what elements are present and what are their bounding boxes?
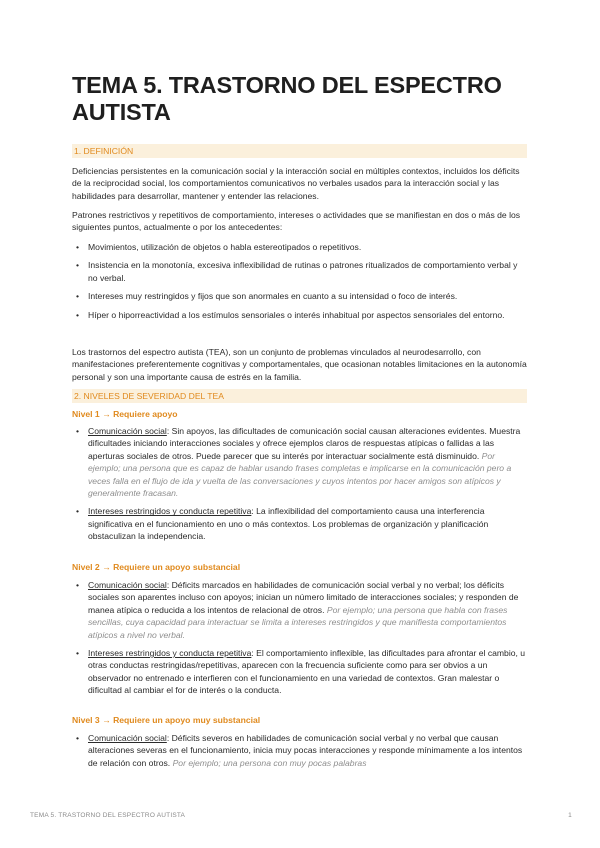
page-title: TEMA 5. TRASTORNO DEL ESPECTRO AUTISTA bbox=[72, 72, 502, 125]
list-item-text: : La inflexibilidad del comportamiento causa una interferencia significativa en el funcionamiento en uno o más contextos. Los problemas de organización y planificación obstaculizan la independencia. bbox=[88, 506, 489, 542]
list-item bbox=[72, 290, 527, 302]
paragraph-patrones: Patrones restrictivos y repetitivos de comportamiento, intereses o actividades que se manifiestan en dos o más de los siguientes puntos, actualmente o por los antecedentes: bbox=[72, 210, 521, 233]
list-item bbox=[72, 259, 527, 284]
list-item bbox=[72, 505, 527, 542]
bullet-icon: • bbox=[76, 260, 80, 271]
list-item bbox=[72, 309, 527, 321]
bullet-icon: • bbox=[76, 309, 80, 320]
bullet-list-level-2 bbox=[72, 579, 527, 697]
paragraph-tea: Los trastornos del espectro autista (TEA), son un conjunto de problemas vinculados al neurodesarrollo, con manifestaciones preferentemente cognitivas y comportamentales, que ocasionan notables limitaciones en la autonomía personal y son una importante causa de estrés en la familia. bbox=[72, 347, 527, 382]
example-text: Por ejemplo; una persona que habla con frases sencillas, cuya capacidad para interactuar se limita a intereses restringidos y que manifiesta comportamientos atípicos a nivel no verbal. bbox=[88, 604, 508, 640]
list-item-text: Intereses muy restringidos y fijos que son anormales en cuanto a su intensidad o foco de interés. bbox=[88, 291, 458, 302]
footer-title: TEMA 5. TRASTORNO DEL ESPECTRO AUTISTA bbox=[30, 812, 186, 819]
list-item-text: : Déficits marcados en habilidades de comunicación social verbal y no verbal; los déficits sociales son aparentes incluso con apoyos; inician un número limitado de interacciones sociales; y responden de manea atípica o reducida a los intentos de relacional de otros. bbox=[88, 580, 519, 615]
list-item bbox=[72, 425, 527, 499]
footer-page-number: 1 bbox=[568, 812, 572, 819]
section-heading-niveles: 2. NIVELES DE SEVERIDAD DEL TEA bbox=[72, 389, 527, 403]
term-comunicacion-social: Comunicación social bbox=[88, 426, 167, 436]
list-item-text: : El comportamiento inflexible, las dificultades para afrontar el cambio, u otras conductas restringidas/repetitivas, aparecen con la frecuencia suficiente como para ser obvios a un observador no entrenado e interfieren con el funcionamiento en una variedad de contextos. Gran malestar o dificultad al cambiar el for de interés o la conducta. bbox=[88, 648, 526, 696]
bullet-icon: • bbox=[76, 580, 80, 590]
bullet-icon: • bbox=[76, 733, 80, 743]
list-item bbox=[72, 579, 527, 641]
list-item bbox=[72, 647, 527, 697]
list-item-text: : Déficits severos en habilidades de comunicación social verbal y no verbal que causan alteraciones severas en el funcionamiento, inicia muy pocas interacciones y responde mínimamente a los intentos de relación con otros. bbox=[88, 733, 523, 768]
term-comunicacion-social: Comunicación social bbox=[88, 733, 167, 743]
term-intereses-restringidos: Intereses restringidos y conducta repetitiva bbox=[88, 648, 252, 659]
bullet-list-level-1 bbox=[72, 425, 527, 543]
list-item bbox=[72, 732, 527, 769]
bullet-icon: • bbox=[76, 506, 80, 517]
bullet-icon: • bbox=[76, 648, 80, 659]
level-2-title: Nivel 2 → Requiere un apoyo substancial bbox=[72, 562, 241, 572]
bullet-icon: • bbox=[76, 291, 80, 302]
example-text: Por ejemplo; una persona que es capaz de hablar usando frases completas e implicarse en la comunicación pero a veces falla en el flujo de ida y vuelta de las conversaciones y cuyos intentos por hacer amigos son atípicos y generalmente fracasan. bbox=[88, 450, 512, 499]
level-3-title: Nivel 3 → Requiere un apoyo muy substancial bbox=[72, 715, 261, 725]
example-text: Por ejemplo; una persona con muy pocas palabras bbox=[172, 757, 367, 768]
list-item-text: Movimientos, utilización de objetos o habla estereotipados o repetitivos. bbox=[88, 242, 362, 252]
list-item-text: Híper o hiporreactividad a los estímulos sensoriales o interés inhabitual por aspectos sensoriales del entorno. bbox=[88, 309, 505, 320]
paragraph-deficiencias: Deficiencias persistentes en la comunicación social y la interacción social en múltiples contextos, incluidos los déficits de la reciprocidad social, los comportamientos comunicativos no verbales usados para la interacción social y las habilidades para desarrollar, mantener y entender las relaciones. bbox=[72, 166, 520, 201]
bullet-icon: • bbox=[76, 242, 80, 252]
list-item-text: Insistencia en la monotonía, excesiva inflexibilidad de rutinas o patrones ritualizados de comportamiento verbal y no verbal. bbox=[88, 260, 518, 283]
bullet-list-level-3 bbox=[72, 732, 527, 769]
term-intereses-restringidos: Intereses restringidos y conducta repetitiva bbox=[88, 506, 252, 517]
list-item-text: : Sin apoyos, las dificultades de comunicación social causan alteraciones evidentes. Muestra dificultades iniciando interacciones sociales y ofrece ejemplos claros de respuestas atípicas o fallidas a las aperturas sociales de otros. Puede parecer que su interés por interactuar socialmente está disminuido. bbox=[88, 426, 521, 461]
bullet-list-patrones bbox=[72, 241, 527, 321]
bullet-icon: • bbox=[76, 426, 80, 436]
list-item bbox=[72, 241, 527, 253]
section-heading-definicion: 1. DEFINICIÓN bbox=[72, 144, 527, 158]
level-1-title: Nivel 1 → Requiere apoyo bbox=[72, 409, 178, 419]
term-comunicacion-social: Comunicación social bbox=[88, 580, 167, 590]
